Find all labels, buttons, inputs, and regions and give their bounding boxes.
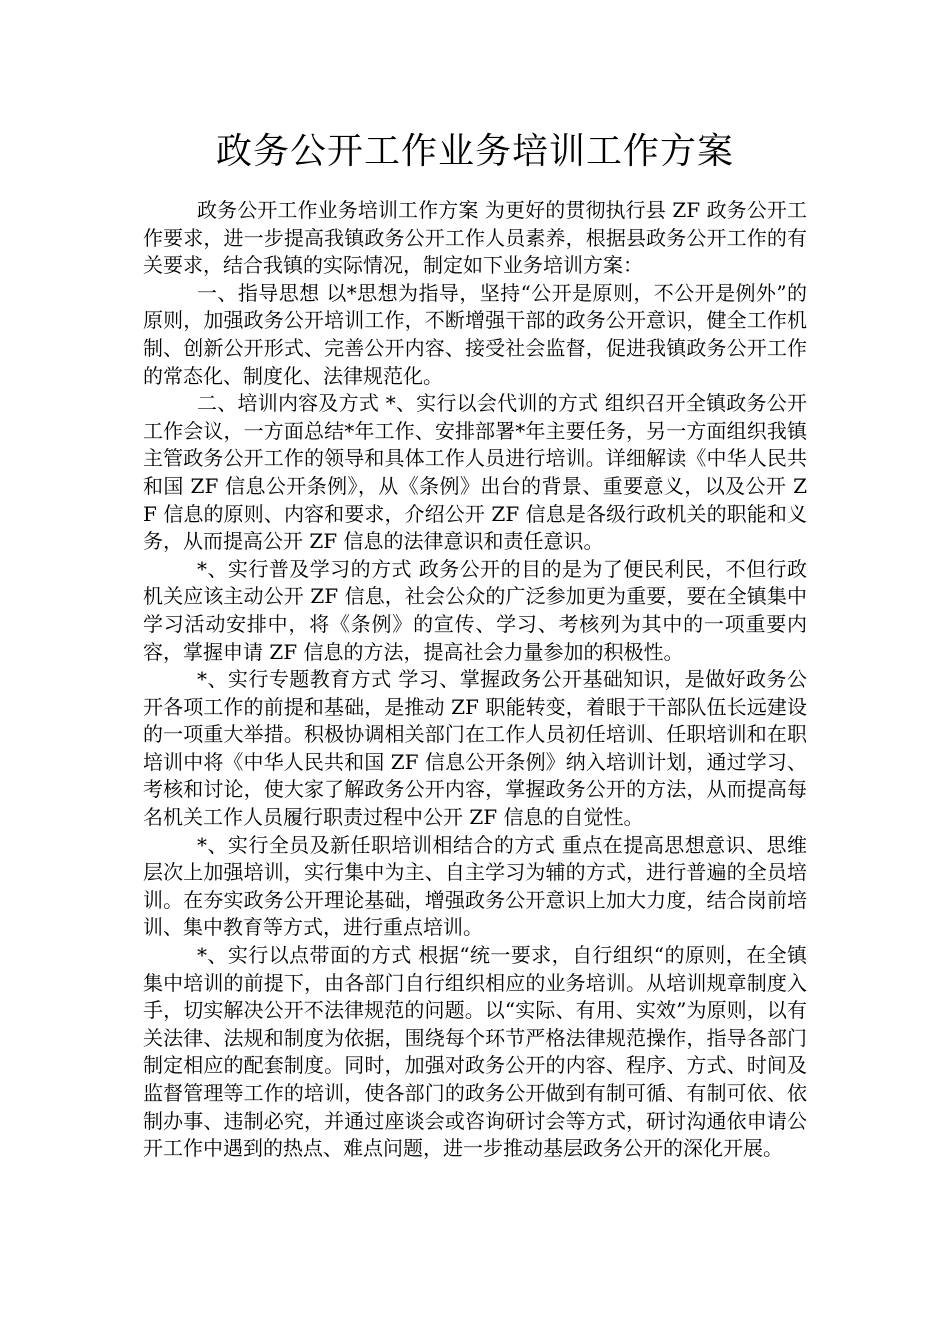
document-body: [143, 197, 807, 1163]
document-title: 政务公开工作业务培训工作方案: [215, 131, 734, 172]
paragraph-training-content: 二、培训内容及方式 *、实行以会代训的方式 组织召开全镇政务公开工作会议，一方面总结*年工作、安排部署*年主要任务，另一方面组织我镇主管政务公开工作的领导和具体工作人员进行培训。详细解读《中华人民共和国 ZF 信息公开条例》，从《条例》出台的背景、重要意义，以及公开 ZF 信息的原则、内容和要求，介绍公开 ZF 信息是各级行政机关的职能和义务，从而提高公开 ZF 信息的法律意识和责任意识。: [143, 391, 807, 554]
paragraph-intro: 政务公开工作业务培训工作方案 为更好的贯彻执行县 ZF 政务公开工作要求，进一步提高我镇政务公开工作人员素养，根据县政务公开工作的有关要求，结合我镇的实际情况，制定如下业务培训方案：: [143, 198, 807, 278]
paragraph-point-to-area: *、实行以点带面的方式 根据“统一要求，自行组织“的原则，在全镇集中培训的前提下，由各部门自行组织相应的业务培训。从培训规章制度入手，切实解决公开不法律规范的问题。以“实际、有用、实效”为原则，以有关法律、法规和制度为依据，围绕每个环节严格法律规范操作，指导各部门制定相应的配套制度。同时，加强对政务公开的内容、程序、方式、时间及监督管理等工作的培训，使各部门的政务公开做到有制可循、有制可依、依制办事、违制必究，并通过座谈会或咨询研讨会等方式，研讨沟通依申请公开工作中遇到的热点、难点问题，进一步推动基层政务公开的深化开展。: [143, 943, 807, 1161]
paragraph-general-learning: *、实行普及学习的方式 政务公开的目的是为了便民利民，不但行政机关应该主动公开 ZF 信息，社会公众的广泛参加更为重要，要在全镇集中学习活动安排中，将《条例》的宣传、学习、考核列为其中的一项重要内容，掌握申请 ZF 信息的方法，提高社会力量参加的积极性。: [143, 556, 807, 664]
paragraph-all-staff-training: *、实行全员及新任职培训相结合的方式 重点在提高思想意识、思维层次上加强培训，实行集中为主、自主学习为辅的方式，进行普遍的全员培训。在夯实政务公开理论基础，增强政务公开意识上加大力度，结合岗前培训、集中教育等方式，进行重点培训。: [143, 832, 807, 940]
paragraph-special-education: *、实行专题教育方式 学习、掌握政务公开基础知识，是做好政务公开各项工作的前提和基础，是推动 ZF 职能转变，着眼于干部队伍长远建设的一项重大举措。积极协调相关部门在工作人员初任培训、任职培训和在职培训中将《中华人民共和国 ZF 信息公开条例》纳入培训计划，通过学习、考核和讨论，使大家了解政务公开内容，掌握政务公开的方法，从而提高每名机关工作人员履行职责过程中公开 ZF 信息的自觉性。: [143, 667, 807, 830]
paragraph-guiding-ideology: 一、指导思想 以*思想为指导，坚持“公开是原则，不公开是例外”的原则，加强政务公开培训工作，不断增强干部的政务公开意识，健全工作机制、创新公开形式、完善公开内容、接受社会监督，促进我镇政务公开工作的常态化、制度化、法律规范化。: [143, 280, 807, 388]
